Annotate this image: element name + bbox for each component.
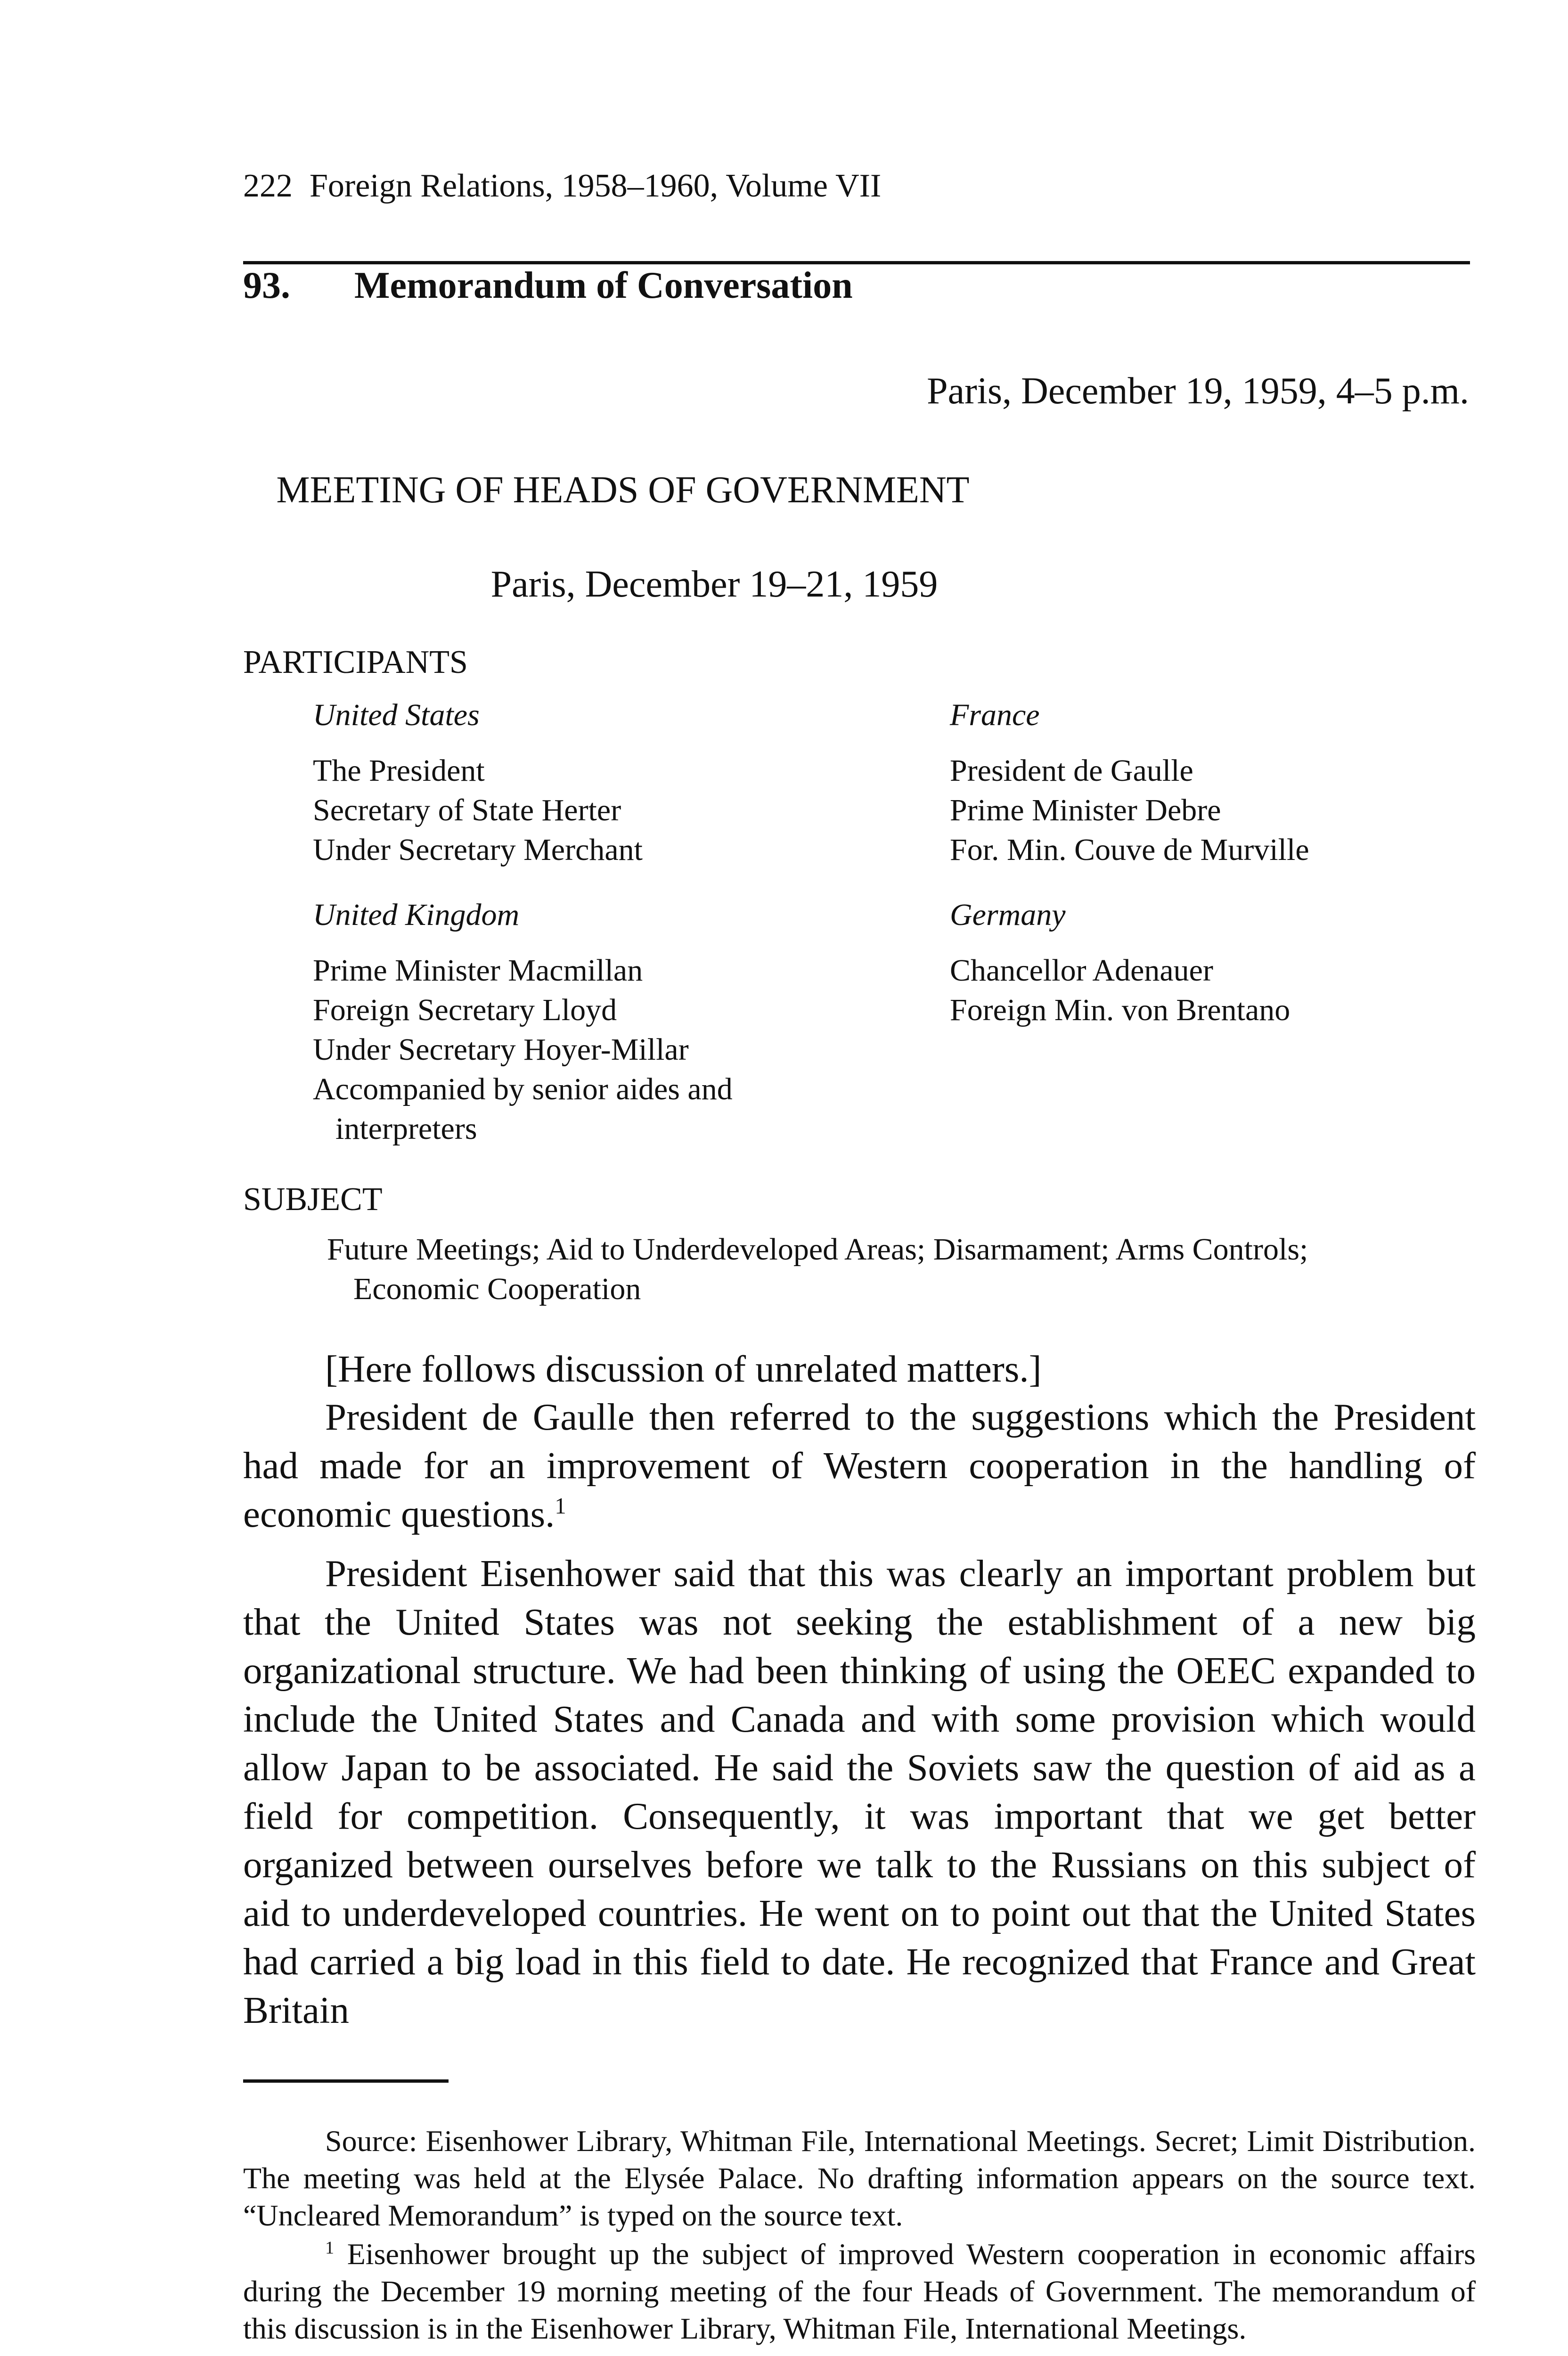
document-place-date: Paris, December 19, 1959, 4–5 p.m. <box>927 370 1469 412</box>
running-title: Foreign Relations, 1958–1960, Volume VII <box>310 168 882 204</box>
subject-line: Economic Cooperation <box>353 1272 641 1306</box>
footnote-text: Eisenhower brought up the subject of improved Western cooperation in economic affairs during the December 19 morning meeting of the four Heads of Government. The memorandum of this discussion is in the Eisenhower Library, Whitman File, International Meetings. <box>243 2237 1476 2345</box>
editorial-note: [Here follows discussion of unrelated matters.] <box>325 1348 1042 1390</box>
participant-name: Accompanied by senior aides and <box>313 1072 733 1106</box>
running-header <box>243 165 881 207</box>
participant-name: Under Secretary Merchant <box>313 833 643 867</box>
subject-text <box>327 1230 1481 1309</box>
participant-name: Chancellor Adenauer <box>950 953 1213 988</box>
participants-label: PARTICIPANTS <box>243 644 468 680</box>
subject-label: SUBJECT <box>243 1181 383 1218</box>
meeting-title: MEETING OF HEADS OF GOVERNMENT <box>276 469 970 511</box>
participant-name: Under Secretary Hoyer-Millar <box>313 1032 689 1067</box>
participant-name: interpreters <box>335 1112 477 1146</box>
footnote-rule <box>243 2079 449 2083</box>
country-heading: United States <box>313 698 480 732</box>
country-heading: France <box>950 698 1040 732</box>
participant-name: Foreign Secretary Lloyd <box>313 993 617 1027</box>
participants-germany <box>950 895 1290 1030</box>
participants-france <box>950 695 1309 870</box>
footnote-reference: 1 <box>555 1493 566 1519</box>
participant-name: Foreign Min. von Brentano <box>950 993 1290 1027</box>
participant-name: Secretary of State Herter <box>313 793 621 827</box>
country-heading: Germany <box>950 898 1066 932</box>
footnote <box>243 2235 1476 2347</box>
participant-name: President de Gaulle <box>950 753 1193 788</box>
document-number: 93. <box>243 265 290 306</box>
page-number: 222 <box>243 168 293 204</box>
body-paragraph <box>243 1549 1476 2035</box>
body-paragraph <box>243 1393 1476 1538</box>
country-heading: United Kingdom <box>313 898 520 932</box>
subject-line: Future Meetings; Aid to Underdeveloped Areas; Disarmament; Arms Controls; <box>327 1232 1308 1267</box>
participant-name: The President <box>313 753 485 788</box>
paragraph-text: President Eisenhower said that this was clearly an important problem but that the United States was not seeking the establishment of a new big organizational structure. We had been thinking of using the OEEC expanded to include the United States and Canada and with some provision which would allow Japan to be associated. He said the Soviets saw the question of aid as a field for competition. Consequently, it was important that we get better organized between ourselves before we talk to the Russians on this subject of aid to underdeveloped countries. He went on to point out that the United States had carried a big load in this field to date. He recognized that France and Great Britain <box>243 1552 1476 2031</box>
participant-name: Prime Minister Debre <box>950 793 1221 827</box>
participant-name: For. Min. Couve de Murville <box>950 833 1309 867</box>
source-note: Source: Eisenhower Library, Whitman File, International Meetings. Secret; Limit Distribution. The meeting was held at the Elysée Palace. No drafting information appears on the source text. “Uncleared Memorandum” is typed on the source text. <box>243 2124 1476 2232</box>
participants-uk <box>313 895 733 1149</box>
footnote-marker: 1 <box>325 2238 335 2258</box>
document-title: Memorandum of Conversation <box>354 265 853 306</box>
meeting-place-date: Paris, December 19–21, 1959 <box>490 564 938 605</box>
participant-name: Prime Minister Macmillan <box>313 953 643 988</box>
paragraph-text: President de Gaulle then referred to the suggestions which the President had made for an improvement of Western cooperation in the handling of economic questions. <box>243 1396 1476 1535</box>
participants-us <box>313 695 643 870</box>
